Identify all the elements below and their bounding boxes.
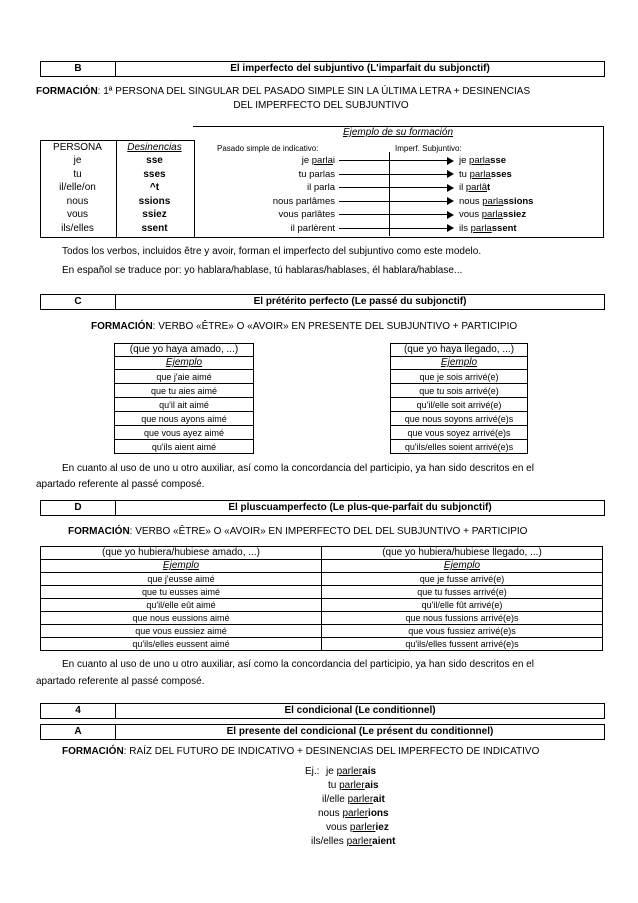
desinencia-cell: ^t <box>149 182 160 193</box>
example-stem: parler <box>342 808 369 819</box>
example-ending: ait <box>373 794 385 805</box>
section-key: A <box>41 725 116 739</box>
table-row <box>391 370 528 384</box>
example-ending: aient <box>372 836 396 847</box>
section-title: El prétérito perfecto (Le passé du subjonctif) <box>253 296 467 307</box>
table-row <box>391 398 528 412</box>
arrow-line <box>339 160 447 161</box>
example-line <box>318 807 389 821</box>
table-row <box>115 412 254 426</box>
example-stem: parler <box>339 780 365 791</box>
formacion-label: FORMACIÓN <box>36 86 98 97</box>
table-haya-amado <box>114 343 254 454</box>
desinencia-cell: sse <box>146 155 163 166</box>
imperf-pronoun: je <box>459 155 470 166</box>
persona-cell: ils/elles <box>61 222 94 234</box>
formacion-label: FORMACIÓN <box>68 526 130 537</box>
example-pronoun: nous <box>318 808 343 819</box>
pasado-cell <box>195 222 335 235</box>
table-hubiera <box>40 546 603 651</box>
section-title: El condicional (Le conditionnel) <box>284 705 436 716</box>
example-pronoun: vous <box>326 822 350 833</box>
example-pronoun: je <box>326 766 337 777</box>
ejemplo-title: Ejemplo de su formación <box>342 127 454 138</box>
section-b-header <box>40 61 605 77</box>
table-cell: que tu aies aimé <box>115 384 254 398</box>
formacion-line <box>36 85 606 99</box>
arrow-line <box>339 187 447 188</box>
imperf-stem: parlâ <box>465 182 487 193</box>
table-row <box>115 426 254 440</box>
table-cell: que je fusse arrivé(e) <box>322 573 603 586</box>
desinencia-cell: ssiez <box>142 209 167 220</box>
note-c-2: apartado referente al passé composé. <box>36 479 205 490</box>
table-cell: que vous ayez aimé <box>115 426 254 440</box>
formacion-label: FORMACIÓN <box>91 321 153 332</box>
example-ending: ais <box>362 766 377 777</box>
note-d-1: En cuanto al uso de uno u otro auxiliar, así como la concordancia del participio, ya han sido descritos en el <box>62 659 534 670</box>
imperf-ending: t <box>487 182 491 193</box>
ejemplo-row <box>115 357 254 370</box>
ejemplo-row <box>391 357 528 370</box>
section-title: El imperfecto del subjuntivo (L'imparfait du subjonctif) <box>230 63 490 74</box>
pasado-text: il parlèrent <box>290 222 335 234</box>
persona-cell: nous <box>66 195 89 207</box>
table-head: (que yo haya amado, ...) <box>115 344 254 357</box>
table-row <box>115 370 254 384</box>
imperf-pronoun: tu <box>459 168 470 180</box>
imperf-stem: parla <box>469 168 491 180</box>
table-head-row <box>391 344 528 357</box>
table-row <box>115 384 254 398</box>
persona-cell: tu <box>73 168 82 180</box>
imperf-pronoun: il <box>459 182 466 193</box>
desinencia-cell: ssent <box>141 222 168 234</box>
section-4-header <box>40 703 605 719</box>
table-cell: qu'ils/elles soient arrivé(e)s <box>391 440 528 454</box>
pasado-text: je <box>301 155 312 166</box>
example-ending: ions <box>368 808 389 819</box>
pasado-text: il parla <box>307 182 335 193</box>
imperf-cell <box>459 181 599 194</box>
note-c-1: En cuanto al uso de uno u otro auxiliar, así como la concordancia del participio, ya han sido descritos en el <box>62 463 534 474</box>
arrow-icon <box>447 157 454 165</box>
arrow-line <box>339 228 447 229</box>
persona-cell: vous <box>66 209 89 220</box>
table-cell: qu'il/elle fût arrivé(e) <box>322 599 603 612</box>
formacion-text: : RAÍZ DEL FUTURO DE INDICATIVO + DESINENCIAS DEL IMPERFECTO DE INDICATIVO <box>123 746 540 757</box>
note-d-2: apartado referente al passé composé. <box>36 676 205 687</box>
imperf-ending: ssiez <box>502 209 527 220</box>
imperf-stem: parla <box>481 209 503 220</box>
ejemplo-label: Ejemplo <box>41 560 322 573</box>
section-key: D <box>41 501 116 515</box>
ejemplo-label: Ejemplo <box>391 357 528 370</box>
desinencia-cell: ssions <box>138 195 171 207</box>
section-title: El presente del condicional (Le présent du conditionnel) <box>226 726 494 737</box>
col-imperf: Imperf. Subjuntivo: <box>395 144 462 153</box>
section-c-header <box>40 294 605 310</box>
example-stem: parler <box>346 836 373 847</box>
table-row <box>41 612 603 625</box>
section-title: El pluscuamperfecto (Le plus-que-parfait du subjonctif) <box>228 502 492 513</box>
formacion-line <box>62 745 622 759</box>
arrow-line <box>339 201 447 202</box>
desinencia-cell: sses <box>143 168 166 180</box>
table-head: (que yo hubiera/hubiese llegado, ...) <box>322 547 603 560</box>
imperf-stem: parla <box>470 222 492 234</box>
imperf-ending: ssions <box>503 195 534 207</box>
table-head: (que yo hubiera/hubiese amado, ...) <box>41 547 322 560</box>
imperf-ending: sse <box>490 155 507 166</box>
table-row <box>41 586 603 599</box>
arrow-icon <box>447 211 454 219</box>
table-cell: que j'aie aimé <box>115 370 254 384</box>
imperf-cell <box>459 195 599 208</box>
imperf-cell <box>459 168 599 181</box>
table-head-row <box>41 547 603 560</box>
section-key: 4 <box>41 704 116 718</box>
formacion-label: FORMACIÓN <box>62 746 124 757</box>
table-head-row <box>115 344 254 357</box>
imperf-pronoun: nous <box>459 195 483 207</box>
table-head: (que yo haya llegado, ...) <box>391 344 528 357</box>
table-row <box>391 384 528 398</box>
imperf-cell <box>459 222 599 235</box>
imperf-pronoun: vous <box>459 209 482 220</box>
pasado-ending: i <box>332 155 335 166</box>
example-pronoun: tu <box>328 780 340 791</box>
table-cell: que tu sois arrivé(e) <box>391 384 528 398</box>
imperf-stem: parla <box>482 195 504 207</box>
persona-cell: je <box>73 155 82 166</box>
note-2: En español se traduce por: yo hablara/hablase, tú hablaras/hablases, él hablara/hablase... <box>62 265 463 276</box>
imperf-stem: parla <box>469 155 491 166</box>
pasado-stem: parla <box>311 155 333 166</box>
col-persona: PERSONA <box>53 142 102 153</box>
formacion-line <box>91 320 611 334</box>
arrow-icon <box>447 197 454 205</box>
imperf-ending: ssent <box>491 222 517 234</box>
pasado-cell <box>195 168 335 181</box>
table-haya-llegado <box>390 343 528 454</box>
example-pronoun: il/elle <box>322 794 348 805</box>
table-cell: que nous fussions arrivé(e)s <box>322 612 603 625</box>
table-cell: que nous eussions aimé <box>41 612 322 625</box>
table-row <box>391 440 528 454</box>
table-cell: qu'ils/elles eussent aimé <box>41 638 322 651</box>
example-pronoun: ils/elles <box>311 836 347 847</box>
table-cell: que nous soyons arrivé(e)s <box>391 412 528 426</box>
table-cell: qu'il/elle soit arrivé(e) <box>391 398 528 412</box>
pasado-cell <box>195 208 335 221</box>
col-pasado: Pasado simple de indicativo: <box>217 144 319 153</box>
col-desinencias: Desinencias <box>127 142 182 153</box>
table-cell: que j'eusse aimé <box>41 573 322 586</box>
example-line <box>311 835 396 849</box>
example-stem: parler <box>349 822 376 833</box>
table-cell: que tu fusses arrivé(e) <box>322 586 603 599</box>
imperf-ending: sses <box>490 168 512 180</box>
example-line <box>322 793 385 807</box>
table-row <box>41 599 603 612</box>
imperf-cell <box>459 154 599 167</box>
example-stem: parler <box>347 794 374 805</box>
table-row <box>41 638 603 651</box>
example-stem: parler <box>336 766 363 777</box>
imperf-pronoun: ils <box>459 222 471 234</box>
table-cell: que nous ayons aimé <box>115 412 254 426</box>
formacion-text: : 1ª PERSONA DEL SINGULAR DEL PASADO SIMPLE SIN LA ÚLTIMA LETRA + DESINENCIAS <box>97 86 531 97</box>
ej-label: Ej.: <box>305 766 320 777</box>
table-row <box>391 412 528 426</box>
pasado-cell <box>195 181 335 194</box>
pasado-text: vous parlâtes <box>278 209 335 220</box>
table-row <box>41 625 603 638</box>
table-cell: qu'il ait aimé <box>115 398 254 412</box>
example-line <box>326 821 389 835</box>
formacion-line-2: DEL IMPERFECTO DEL SUBJUNTIVO <box>233 100 409 111</box>
pasado-cell <box>195 195 335 208</box>
table-cell: que tu eusses aimé <box>41 586 322 599</box>
section-key: B <box>41 62 116 76</box>
table-cell: que je sois arrivé(e) <box>391 370 528 384</box>
note-1: Todos los verbos, incluidos être y avoir, forman el imperfecto del subjuntivo como este modelo. <box>62 246 482 257</box>
arrow-line <box>339 214 447 215</box>
arrow-line <box>339 174 447 175</box>
table-cell: que vous fussiez arrivé(e)s <box>322 625 603 638</box>
divider <box>389 152 390 236</box>
example-line <box>326 765 376 779</box>
table-row <box>115 440 254 454</box>
table-row <box>41 573 603 586</box>
section-d-header <box>40 500 605 516</box>
arrow-icon <box>447 170 454 178</box>
pasado-cell <box>195 154 335 167</box>
table-cell: que vous soyez arrivé(e)s <box>391 426 528 440</box>
ejemplo-row <box>41 560 603 573</box>
table-cell: qu'il/elle eût aimé <box>41 599 322 612</box>
arrow-icon <box>447 184 454 192</box>
arrow-icon <box>447 224 454 232</box>
table-row <box>391 426 528 440</box>
pasado-text: nous parlâmes <box>272 195 335 207</box>
table-cell: qu'ils aient aimé <box>115 440 254 454</box>
formacion-line <box>68 525 628 539</box>
example-ending: ais <box>364 780 379 791</box>
table-cell: qu'ils/elles fussent arrivé(e)s <box>322 638 603 651</box>
formacion-text: : VERBO «ÊTRE» O «AVOIR» EN IMPERFECTO DEL DEL SUBJUNTIVO + PARTICIPIO <box>129 526 528 537</box>
example-ending: iez <box>375 822 389 833</box>
table-cell: que vous eussiez aimé <box>41 625 322 638</box>
formacion-text: : VERBO «ÊTRE» O «AVOIR» EN PRESENTE DEL SUBJUNTIVO + PARTICIPIO <box>152 321 518 332</box>
section-key: C <box>41 295 116 309</box>
pasado-text: tu parlas <box>298 168 335 180</box>
table-row <box>115 398 254 412</box>
ejemplo-label: Ejemplo <box>322 560 603 573</box>
example-line <box>328 779 379 793</box>
imperf-cell <box>459 208 599 221</box>
ejemplo-label: Ejemplo <box>115 357 254 370</box>
section-a-header <box>40 724 605 740</box>
persona-cell: il/elle/on <box>59 182 96 193</box>
